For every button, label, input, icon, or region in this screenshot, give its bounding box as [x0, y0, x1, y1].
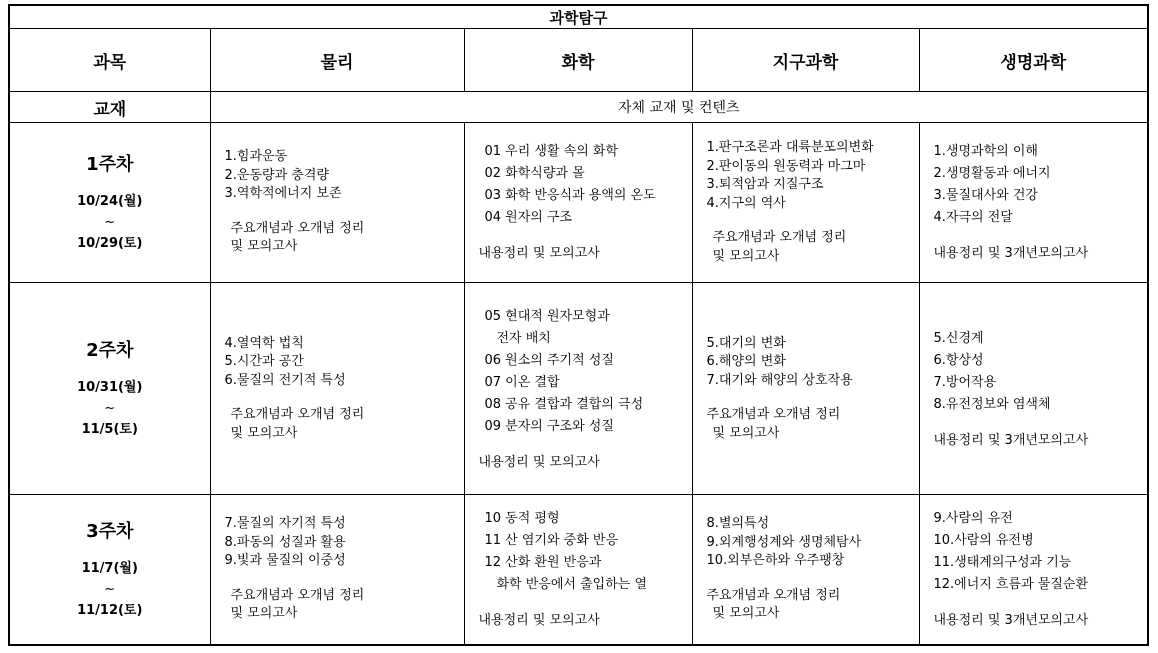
topic-line: 8.별의특성	[706, 516, 770, 532]
week-name: 2주차	[86, 339, 134, 361]
topic-line: 9.사람의 유전	[933, 511, 1013, 527]
week-end-date: 10/29(토)	[77, 235, 143, 251]
week-name: 3주차	[86, 520, 134, 542]
review-line: 주요개념과 오개념 정리	[706, 407, 841, 423]
topic-line: 02 화학식량과 몰	[484, 166, 585, 182]
topic-line: 10.사람의 유전병	[933, 533, 1034, 549]
week-label-cell	[9, 495, 210, 645]
topic-line: 4.자극의 전달	[933, 210, 1013, 226]
topic-line: 9.빛과 물질의 이중성	[224, 553, 346, 569]
review-line: 및 모의고사	[712, 248, 780, 264]
table-title: 과학탐구	[9, 5, 1148, 29]
topic-line: 7.물질의 자기적 특성	[224, 516, 346, 532]
review-line: 및 모의고사	[230, 606, 298, 622]
topic-line: 11.생태계의구성과 기능	[933, 555, 1072, 571]
week-row	[9, 123, 1148, 283]
topic-line: 4.열역학 법칙	[224, 335, 304, 351]
topic-line: 화학 반응에서 출입하는 열	[496, 577, 648, 593]
chemistry-cell	[464, 283, 692, 495]
topic-line: 06 원소의 주기적 성질	[484, 352, 614, 368]
topic-line: 3.역학적에너지 보존	[224, 186, 342, 202]
topic-line: 전자 배치	[496, 330, 551, 346]
topic-line: 6.물질의 전기적 특성	[224, 372, 346, 388]
header-row	[9, 29, 1148, 92]
review-line: 내용정리 및 3개년모의고사	[933, 432, 1089, 448]
review-line: 및 모의고사	[712, 606, 780, 622]
week-label-cell	[9, 283, 210, 495]
topic-line: 4.지구의 역사	[706, 195, 786, 211]
physics-cell	[210, 283, 464, 495]
header-earth-science: 지구과학	[692, 29, 919, 92]
week-label-cell	[9, 123, 210, 283]
week-date-separator: ~	[104, 214, 116, 230]
review-line: 및 모의고사	[712, 425, 780, 441]
review-line: 내용정리 및 3개년모의고사	[933, 246, 1089, 262]
topic-line: 6.해양의 변화	[706, 354, 786, 370]
life-science-cell	[919, 123, 1148, 283]
topic-line: 3.물질대사와 건강	[933, 188, 1038, 204]
topic-line: 5.신경계	[933, 330, 984, 346]
topic-line: 5.대기의 변화	[706, 335, 786, 351]
topic-line: 07 이온 결합	[484, 374, 560, 390]
review-line: 주요개념과 오개념 정리	[230, 407, 365, 423]
week-date-separator: ~	[104, 400, 116, 416]
topic-line: 7.방어작용	[933, 374, 997, 390]
earth-science-cell	[692, 123, 919, 283]
topic-line: 5.시간과 공간	[224, 354, 304, 370]
life-science-cell	[919, 495, 1148, 645]
week-end-date: 11/5(토)	[81, 421, 138, 437]
topic-line: 05 현대적 원자모형과	[484, 308, 610, 324]
week-start-date: 10/31(월)	[77, 379, 143, 395]
earth-science-cell	[692, 495, 919, 645]
topic-line: 3.퇴적암과 지질구조	[706, 177, 824, 193]
topic-line: 10 동적 평형	[484, 511, 560, 527]
topic-line: 01 우리 생활 속의 화학	[484, 144, 619, 160]
topic-line: 03 화학 반응식과 용액의 온도	[484, 188, 656, 204]
topic-line: 6.항상성	[933, 352, 984, 368]
topic-line: 2.판이동의 원동력과 마그마	[706, 158, 866, 174]
header-subject: 과목	[9, 29, 210, 92]
week-start-date: 11/7(월)	[81, 560, 138, 576]
topic-line: 8.파동의 성질과 활용	[224, 534, 346, 550]
textbook-row	[9, 92, 1148, 123]
topic-line: 11 산 염기와 중화 반응	[484, 533, 619, 549]
week-row	[9, 283, 1148, 495]
review-line: 내용정리 및 모의고사	[478, 613, 600, 629]
week-row	[9, 495, 1148, 645]
week-name: 1주차	[86, 153, 134, 175]
textbook-value: 자체 교재 및 컨텐츠	[210, 92, 1148, 123]
topic-line: 1.판구조론과 대륙분포의변화	[706, 140, 874, 156]
review-line: 내용정리 및 모의고사	[478, 246, 600, 262]
chemistry-cell	[464, 495, 692, 645]
science-schedule-table	[8, 4, 1149, 646]
chemistry-cell	[464, 123, 692, 283]
earth-science-cell	[692, 283, 919, 495]
review-line: 주요개념과 오개념 정리	[712, 230, 847, 246]
review-line: 주요개념과 오개념 정리	[230, 220, 365, 236]
topic-line: 1.생명과학의 이해	[933, 144, 1038, 160]
review-line: 내용정리 및 모의고사	[478, 454, 600, 470]
review-line: 주요개념과 오개념 정리	[706, 587, 841, 603]
topic-line: 12 산화 환원 반응과	[484, 555, 602, 571]
title-row	[9, 5, 1148, 29]
topic-line: 09 분자의 구조와 성질	[484, 418, 614, 434]
life-science-cell	[919, 283, 1148, 495]
week-end-date: 11/12(토)	[77, 602, 143, 618]
week-date-separator: ~	[104, 581, 116, 597]
topic-line: 04 원자의 구조	[484, 210, 573, 226]
topic-line: 7.대기와 해양의 상호작용	[706, 372, 853, 388]
physics-cell	[210, 495, 464, 645]
topic-line: 2.생명활동과 에너지	[933, 166, 1051, 182]
topic-line: 08 공유 결합과 결합의 극성	[484, 396, 644, 412]
textbook-label: 교재	[9, 92, 210, 123]
header-life-science: 생명과학	[919, 29, 1148, 92]
header-chemistry: 화학	[464, 29, 692, 92]
topic-line: 12.에너지 흐름과 물질순환	[933, 577, 1089, 593]
review-line: 및 모의고사	[230, 239, 298, 255]
review-line: 및 모의고사	[230, 425, 298, 441]
topic-line: 8.유전정보와 염색체	[933, 396, 1051, 412]
physics-cell	[210, 123, 464, 283]
topic-line: 9.외계행성계와 생명체탐사	[706, 534, 862, 550]
header-physics: 물리	[210, 29, 464, 92]
topic-line: 10.외부은하와 우주팽창	[706, 553, 845, 569]
topic-line: 1.힘과운동	[224, 149, 288, 165]
review-line: 내용정리 및 3개년모의고사	[933, 613, 1089, 629]
week-start-date: 10/24(월)	[77, 193, 143, 209]
topic-line: 2.운동량과 충격량	[224, 167, 329, 183]
review-line: 주요개념과 오개념 정리	[230, 587, 365, 603]
